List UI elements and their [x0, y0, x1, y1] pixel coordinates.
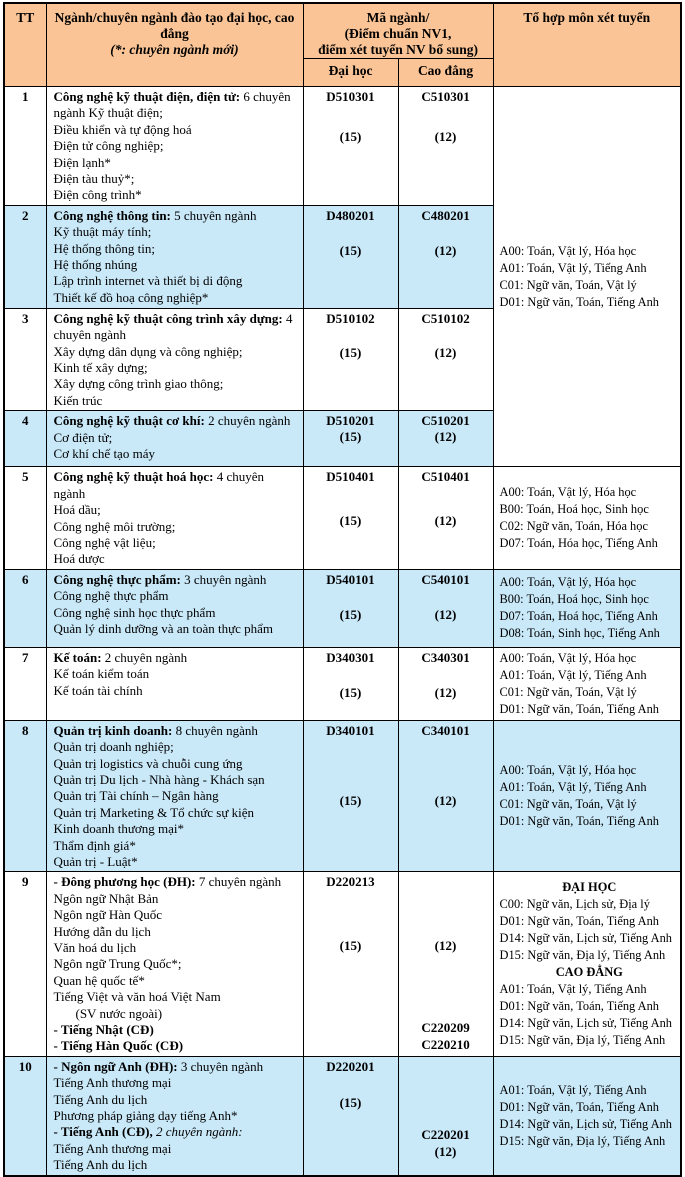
row-8-cd-cell — [398, 720, 493, 872]
text-line: Ngôn ngữ Nhật Bản — [53, 890, 159, 906]
combo-rows-1-4 — [493, 87, 681, 467]
text-line: Ngôn ngữ Hàn Quốc — [53, 907, 163, 923]
text-line: A01: Toán, Vật lý, Tiếng Anh — [499, 260, 647, 275]
cd-code-block — [399, 1126, 493, 1160]
row-5-dh-cell — [303, 467, 398, 569]
text-line: Công nghệ kỹ thuật hoá học: 4 chuyên ngành — [53, 469, 265, 501]
row-6-majors — [46, 569, 303, 647]
admission-score: (12) — [434, 512, 457, 528]
text-line: Tiếng Anh du lịch — [53, 1091, 148, 1107]
text-line: B00: Toán, Hoá học, Sinh học — [499, 592, 649, 607]
header-major-title: Ngành/chuyên ngành đào tạo đại học, cao đẳng — [54, 10, 295, 41]
text-line: Kinh tế xây dựng; — [53, 360, 148, 376]
major-code: D340101 — [326, 722, 375, 738]
text-line: D14: Ngữ văn, Lịch sử, Tiếng Anh — [499, 1016, 672, 1031]
text-line: Kinh doanh thương mại* — [53, 821, 185, 837]
row-6-index: 6 — [4, 569, 46, 647]
text-line: CAO ĐẲNG — [555, 965, 623, 980]
admission-score: (15) — [339, 938, 362, 954]
admission-score: (15) — [339, 1094, 362, 1110]
row-2-dh-cell — [303, 205, 398, 308]
text-line: Tiếng Anh du lịch — [53, 1157, 148, 1173]
text-line: C01: Ngữ văn, Toán, Vật lý — [499, 684, 637, 699]
row-9-index: 9 — [4, 872, 46, 1056]
row-2-cd-cell — [398, 205, 493, 308]
text-line: Công nghệ kỹ thuật điện, điện tử: 6 chuyên ngành Kỹ thuật điện; — [53, 89, 291, 121]
text-line: ĐẠI HỌC — [562, 880, 617, 895]
admission-score: (12) — [434, 685, 457, 701]
row-5-index: 5 — [4, 467, 46, 569]
row-2-majors — [46, 205, 303, 308]
text-line: Cơ điện tử; — [53, 429, 113, 445]
text-line: - Tiếng Anh (CĐ), 2 chuyên ngành: — [53, 1124, 243, 1140]
text-line: D14: Ngữ văn, Lịch sử, Tiếng Anh — [499, 1116, 672, 1131]
admission-score: (15) — [339, 793, 362, 809]
admission-score: (15) — [339, 512, 362, 528]
text-line: D01: Ngữ văn, Toán, Tiếng Anh — [499, 1099, 659, 1114]
row-9-majors — [46, 872, 303, 1056]
header-code-line3: điểm xét tuyển NV bổ sung) — [318, 42, 478, 57]
combo-row-8 — [493, 720, 681, 872]
text-line: Quản trị Tài chính – Ngân hàng — [53, 788, 219, 804]
text-line: D15: Ngữ văn, Địa lý, Tiếng Anh — [499, 948, 666, 963]
text-line: Quản lý dinh dưỡng và an toàn thực phẩm — [53, 620, 274, 636]
text-line: Cơ khí chế tạo máy — [53, 446, 155, 462]
row-7-majors — [46, 647, 303, 720]
combo-row-6 — [493, 569, 681, 647]
header-tt-label: TT — [16, 10, 35, 25]
row-3-index: 3 — [4, 308, 46, 410]
text-line: Công nghệ thực phẩm: 3 chuyên ngành — [53, 571, 267, 587]
major-code: C510301 — [421, 89, 470, 104]
text-line: Phương pháp giảng dạy tiếng Anh* — [53, 1108, 238, 1124]
major-code: C340301 — [421, 649, 470, 665]
text-line: Tiếng Anh thương mại — [53, 1140, 172, 1156]
header-combo — [493, 3, 681, 87]
row-4-cd-cell — [398, 411, 493, 467]
text-line: Ngôn ngữ Trung Quốc*; — [53, 956, 182, 972]
row-6-dh-cell — [303, 569, 398, 647]
row-2-index: 2 — [4, 205, 46, 308]
row-5-cd-cell — [398, 467, 493, 569]
row-10-index: 10 — [4, 1056, 46, 1175]
text-line: D01: Ngữ văn, Toán, Tiếng Anh — [499, 294, 659, 309]
text-line: Điện công trình* — [53, 187, 142, 203]
text-line: Kế toán tài chính — [53, 682, 143, 698]
combo-row-7 — [493, 647, 681, 720]
text-line: Quản trị Marketing & Tổ chức sự kiện — [53, 804, 255, 820]
text-line: A00: Toán, Vật lý, Hóa học — [499, 575, 637, 590]
text-line: D15: Ngữ văn, Địa lý, Tiếng Anh — [499, 1033, 666, 1048]
admissions-table — [3, 2, 682, 1177]
admission-score: (12) — [434, 429, 457, 445]
major-code: D510102 — [326, 310, 375, 326]
row-1-cd-cell — [398, 87, 493, 206]
admission-score: (15) — [339, 606, 362, 622]
text-line: A01: Toán, Vật lý, Tiếng Anh — [499, 982, 647, 997]
text-line: D14: Ngữ văn, Lịch sử, Tiếng Anh — [499, 931, 672, 946]
text-line: - Tiếng Nhật (CĐ) — [53, 1022, 154, 1038]
text-line: D07: Toán, Hoá học, Tiếng Anh — [499, 609, 658, 624]
header-code-line1: Mã ngành/ — [366, 10, 430, 25]
text-line: Điện tàu thuỷ*; — [53, 171, 135, 187]
text-line: D01: Ngữ văn, Toán, Tiếng Anh — [499, 914, 659, 929]
header-tt — [4, 3, 46, 87]
text-line: D01: Ngữ văn, Toán, Tiếng Anh — [499, 814, 659, 829]
major-code: D220201 — [326, 1058, 375, 1074]
admission-score: (12) — [434, 1143, 457, 1159]
admission-score: (15) — [339, 242, 362, 258]
text-line: D01: Ngữ văn, Toán, Tiếng Anh — [499, 999, 659, 1014]
row-7-index: 7 — [4, 647, 46, 720]
text-line: Công nghệ sinh học thực phẩm — [53, 604, 216, 620]
admission-score: (15) — [339, 129, 362, 145]
text-line: Kỹ thuật máy tính; — [53, 224, 152, 240]
row-1-majors — [46, 87, 303, 206]
admission-score: (15) — [339, 429, 362, 445]
text-line: Hướng dẫn du lịch — [53, 923, 151, 939]
row-4-dh-cell — [303, 411, 398, 467]
text-line: Hệ thống nhúng — [53, 257, 138, 273]
text-line: Kế toán: 2 chuyên ngành — [53, 649, 188, 665]
major-code: C220210 — [421, 1036, 470, 1052]
row-8-majors — [46, 720, 303, 872]
major-code: D540101 — [326, 571, 375, 587]
row-8-dh-cell — [303, 720, 398, 872]
major-code: D220213 — [326, 874, 375, 890]
major-code: D480201 — [326, 207, 375, 223]
row-5-majors — [46, 467, 303, 569]
text-line: Điều khiển và tự động hoá — [53, 121, 192, 137]
text-line: D15: Ngữ văn, Địa lý, Tiếng Anh — [499, 1133, 666, 1148]
text-line: Xây dựng dân dụng và công nghiệp; — [53, 343, 243, 359]
major-code: C480201 — [421, 207, 470, 223]
text-line: A01: Toán, Vật lý, Tiếng Anh — [499, 780, 647, 795]
row-1-dh-cell — [303, 87, 398, 206]
text-line: A01: Toán, Vật lý, Tiếng Anh — [499, 667, 647, 682]
text-line: - Đông phương học (ĐH): 7 chuyên ngành — [53, 874, 282, 890]
text-line: - Ngôn ngữ Anh (ĐH): 3 chuyên ngành — [53, 1058, 264, 1074]
header-major-note: (*: chuyên ngành mới) — [110, 42, 239, 57]
header-combo-label: Tổ hợp môn xét tuyển — [523, 10, 651, 25]
text-line: Quản trị Du lịch - Nhà hàng - Khách sạn — [53, 771, 265, 787]
row-6-cd-cell — [398, 569, 493, 647]
admission-score: (12) — [434, 793, 457, 809]
text-line: Quản trị logistics và chuỗi cung ứng — [53, 755, 243, 771]
admission-score: (12) — [434, 345, 457, 361]
admission-score: (15) — [339, 685, 362, 701]
admission-score: (15) — [339, 345, 362, 361]
text-line: Xây dựng công trình giao thông; — [53, 376, 224, 392]
major-code: D340301 — [326, 649, 375, 665]
text-line: Quản trị kinh doanh: 8 chuyên ngành — [53, 722, 258, 738]
major-code: C540101 — [421, 571, 470, 587]
major-code: C510102 — [421, 310, 470, 326]
major-code: C510201 — [421, 413, 470, 429]
text-line: A01: Toán, Vật lý, Tiếng Anh — [499, 1082, 647, 1097]
text-line: Quản trị - Luật* — [53, 853, 138, 869]
text-line: Văn hoá du lịch — [53, 940, 137, 955]
admission-score: (12) — [434, 938, 457, 954]
combo-row-9 — [493, 872, 681, 1056]
admission-score: (12) — [434, 606, 457, 622]
text-line: C01: Ngữ văn, Toán, Vật lý — [499, 797, 637, 812]
text-line: Điện lạnh* — [53, 154, 111, 170]
text-line: C00: Ngữ văn, Lịch sử, Địa lý — [499, 897, 650, 912]
row-1-index: 1 — [4, 87, 46, 206]
text-line: Hoá dược — [53, 551, 105, 567]
row-4-majors — [46, 411, 303, 467]
text-line: A00: Toán, Vật lý, Hóa học — [499, 650, 637, 665]
major-code: D510201 — [326, 413, 375, 429]
row-7-dh-cell — [303, 647, 398, 720]
text-line: D07: Toán, Hóa học, Tiếng Anh — [499, 536, 658, 550]
major-code: D510401 — [326, 469, 375, 485]
text-line: Công nghệ thực phẩm — [53, 588, 169, 604]
major-code: C220209 — [421, 1019, 470, 1035]
text-line: Công nghệ thông tin: 5 chuyên ngành — [53, 207, 257, 223]
cd-codes-bottom — [399, 1019, 493, 1053]
text-line: Quan hệ quốc tế* — [53, 972, 145, 988]
text-line: Kế toán kiểm toán — [53, 666, 150, 682]
text-line: A00: Toán, Vật lý, Hóa học — [499, 243, 637, 258]
text-line: C02: Ngữ văn, Toán, Hóa học — [499, 519, 648, 533]
admission-score: (12) — [434, 242, 457, 258]
row-3-majors — [46, 308, 303, 410]
row-4-index: 4 — [4, 411, 46, 467]
combo-row-10 — [493, 1056, 681, 1175]
text-line: Kiến trúc — [53, 392, 103, 408]
combo-row-5 — [493, 467, 681, 569]
header-code — [303, 3, 493, 59]
row-9-cd-cell — [398, 872, 493, 1056]
text-line: Thiết kế đồ hoạ công nghiệp* — [53, 289, 209, 305]
text-line: - Tiếng Hàn Quốc (CĐ) — [53, 1038, 184, 1054]
row-7-cd-cell — [398, 647, 493, 720]
major-code: C340101 — [421, 722, 470, 738]
row-10-dh-cell — [303, 1056, 398, 1175]
text-line: D08: Toán, Sinh học, Tiếng Anh — [499, 626, 660, 641]
text-line: C01: Ngữ văn, Toán, Vật lý — [499, 277, 637, 292]
row-3-dh-cell — [303, 308, 398, 410]
row-3-cd-cell — [398, 308, 493, 410]
text-line: Tiếng Anh thương mại — [53, 1075, 172, 1091]
text-line: Quản trị doanh nghiệp; — [53, 739, 174, 755]
header-cao-dang — [398, 59, 493, 87]
header-cao-dang-label: Cao đẳng — [417, 63, 474, 78]
header-dai-hoc-label: Đại học — [328, 63, 373, 78]
row-9-dh-cell — [303, 872, 398, 1056]
admission-score: (12) — [434, 129, 457, 145]
text-line: A00: Toán, Vật lý, Hóa học — [499, 485, 637, 499]
major-code: D510301 — [326, 89, 375, 104]
header-code-line2: (Điểm chuẩn NV1, — [344, 26, 452, 41]
text-line: (SV nước ngoài) — [75, 1005, 163, 1021]
text-line: B00: Toán, Hoá học, Sinh học — [499, 502, 649, 516]
text-line: Tiếng Việt và văn hoá Việt Nam — [53, 989, 221, 1005]
text-line: Công nghệ vật liệu; — [53, 534, 156, 550]
text-line: A00: Toán, Vật lý, Hóa học — [499, 763, 637, 778]
text-line: Công nghệ môi trường; — [53, 518, 176, 534]
row-10-majors — [46, 1056, 303, 1175]
text-line: Hoá dầu; — [53, 502, 101, 518]
text-line: Thẩm định giá* — [53, 837, 136, 853]
text-line: Hệ thống thông tin; — [53, 240, 155, 256]
row-8-index: 8 — [4, 720, 46, 872]
header-dai-hoc — [303, 59, 398, 87]
text-line: Công nghệ kỹ thuật cơ khí: 2 chuyên ngành — [53, 413, 291, 429]
major-code: C220201 — [421, 1126, 470, 1142]
major-code: C510401 — [421, 469, 470, 485]
row-10-cd-cell — [398, 1056, 493, 1175]
header-major — [46, 3, 303, 87]
text-line: Điện tử công nghiệp; — [53, 138, 164, 154]
text-line: Lập trình internet và thiết bị di động — [53, 273, 243, 289]
text-line: Công nghệ kỹ thuật công trình xây dựng: 4 chuyên ngành — [53, 310, 293, 343]
text-line: D01: Ngữ văn, Toán, Tiếng Anh — [499, 701, 659, 716]
